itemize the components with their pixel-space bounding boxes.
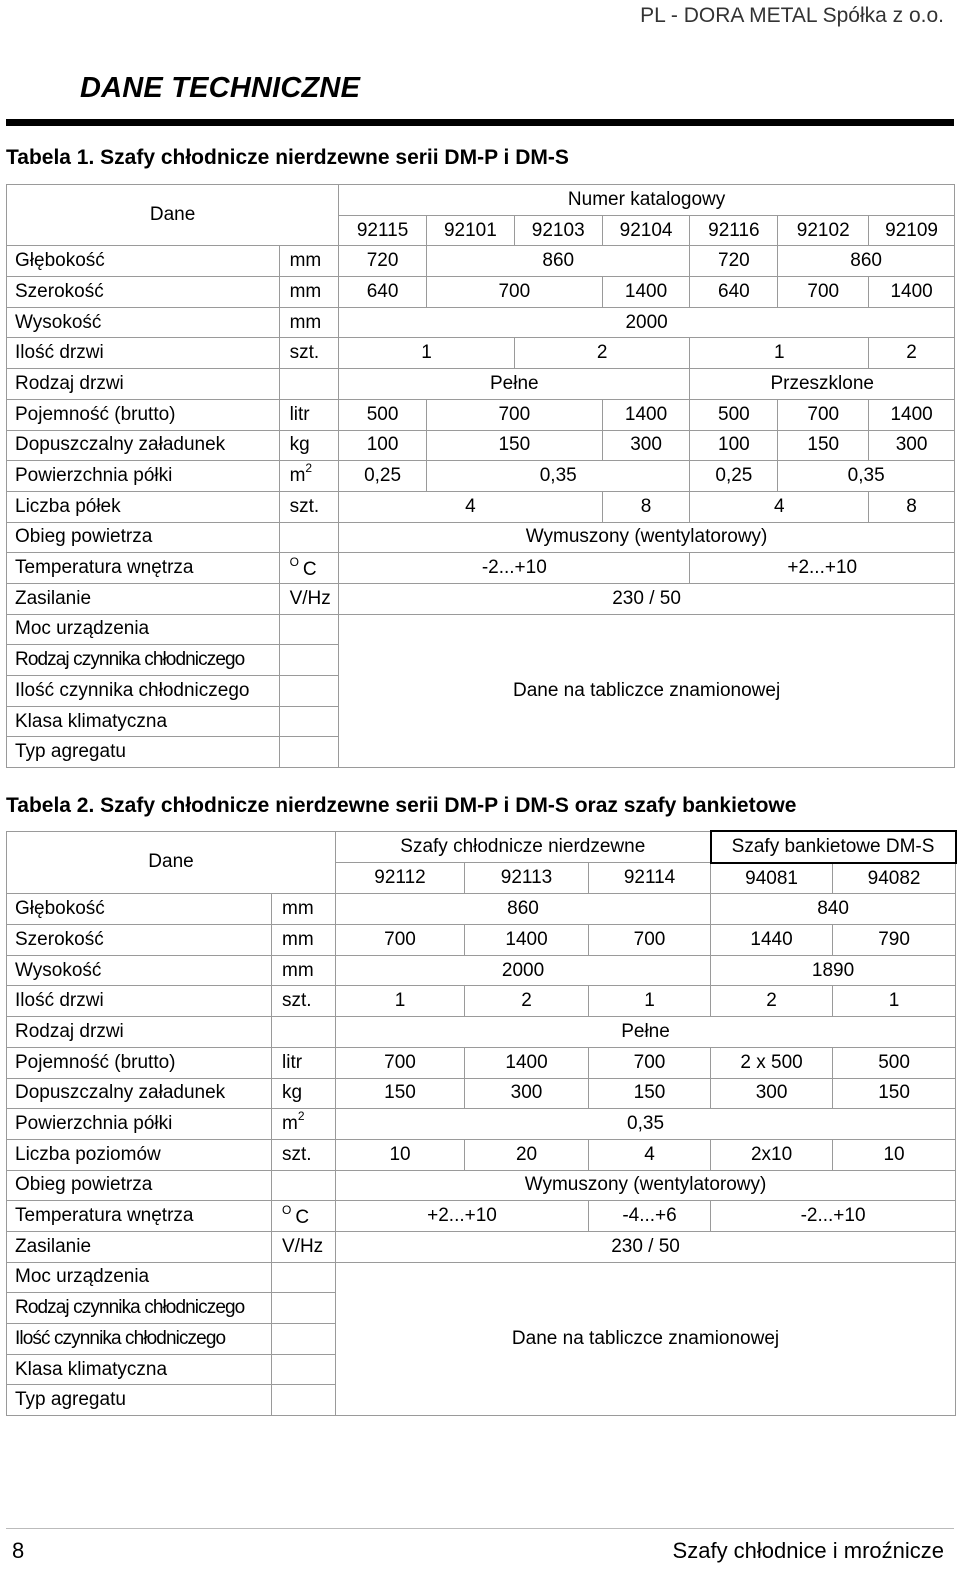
table1-header-row: [7, 185, 955, 216]
cell-value: 2: [711, 986, 833, 1017]
catalog-number: 94081: [711, 863, 833, 894]
row-unit: [279, 737, 339, 768]
catalog-number: 92109: [869, 215, 955, 246]
cell-value: 2000: [339, 307, 955, 338]
catalog-number: 92116: [690, 215, 778, 246]
cell-value: 1400: [869, 399, 955, 430]
cell-value: 1400: [465, 1047, 589, 1078]
cell-value: 4: [589, 1139, 711, 1170]
cell-value: +2...+10: [336, 1201, 589, 1232]
cell-value: 1: [589, 986, 711, 1017]
nameplate-note: Dane na tabliczce znamionowej: [336, 1262, 956, 1415]
cell-value: 500: [690, 399, 778, 430]
degree-symbol: O: [282, 1203, 292, 1218]
cell-value: 20: [465, 1139, 589, 1170]
cell-value: 100: [339, 430, 427, 461]
unit-base: C: [295, 1207, 310, 1229]
table1-dane-header: Dane: [7, 185, 339, 246]
group-header-banquet: Szafy bankietowe DM-S: [711, 831, 956, 863]
group-header-stainless: Szafy chłodnicze nierdzewne: [336, 831, 711, 863]
cell-value: -4...+6: [589, 1201, 711, 1232]
row-unit: [272, 1170, 336, 1201]
cell-value: 1: [336, 986, 465, 1017]
catalog-number: 92115: [339, 215, 427, 246]
nameplate-note: Dane na tabliczce znamionowej: [339, 614, 955, 767]
row-unit: [272, 1201, 336, 1232]
cell-value: 700: [426, 277, 602, 308]
row-unit: V/Hz: [279, 583, 339, 614]
cell-value: 300: [602, 430, 690, 461]
row-unit: [279, 369, 339, 400]
row-unit: litr: [272, 1047, 336, 1078]
cell-value: 2: [465, 986, 589, 1017]
cell-value: 2x10: [711, 1139, 833, 1170]
catalog-number: 92104: [602, 215, 690, 246]
row-label: Obieg powietrza: [7, 522, 280, 553]
row-unit: mm: [272, 925, 336, 956]
cell-value: 640: [339, 277, 427, 308]
cell-value: 150: [589, 1078, 711, 1109]
cell-value: 1400: [465, 925, 589, 956]
catalog-number: 94082: [833, 863, 956, 894]
cell-value: 700: [778, 277, 869, 308]
cell-value: 10: [336, 1139, 465, 1170]
row-label: Powierzchnia półki: [7, 461, 280, 492]
page-title: DANE TECHNICZNE: [80, 72, 361, 104]
cell-value: 790: [833, 925, 956, 956]
cell-value: Pełne: [336, 1017, 956, 1048]
cell-value: 860: [336, 894, 711, 925]
cell-value: 0,25: [690, 461, 778, 492]
table-row: [7, 1262, 956, 1293]
table-row: [7, 338, 955, 369]
row-label: Powierzchnia półki: [7, 1109, 272, 1140]
company-name: PL - DORA METAL Spółka z o.o.: [640, 4, 944, 27]
row-unit: szt.: [279, 491, 339, 522]
cell-value: 4: [339, 491, 602, 522]
row-unit: [272, 1262, 336, 1293]
cell-value: 1440: [711, 925, 833, 956]
row-unit: [279, 522, 339, 553]
cell-value: 0,35: [336, 1109, 956, 1140]
row-unit: szt.: [279, 338, 339, 369]
row-unit: szt.: [272, 1139, 336, 1170]
row-label: Typ agregatu: [7, 737, 280, 768]
table2-caption: Tabela 2. Szafy chłodnicze nierdzewne serii DM-P i DM-S oraz szafy bankietowe: [6, 794, 797, 817]
table-row: [7, 1017, 956, 1048]
row-unit: [272, 1354, 336, 1385]
table-row: [7, 986, 956, 1017]
row-unit: [279, 676, 339, 707]
cell-value: 2000: [336, 955, 711, 986]
cell-value: 840: [711, 894, 956, 925]
row-unit: [279, 614, 339, 645]
table-row: [7, 522, 955, 553]
row-unit: [272, 1324, 336, 1355]
row-label: Ilość czynnika chłodniczego: [7, 676, 280, 707]
cell-value: 100: [690, 430, 778, 461]
catalog-number-header: Numer katalogowy: [339, 185, 955, 216]
row-unit: mm: [279, 307, 339, 338]
cell-value: -2...+10: [339, 553, 690, 584]
table-row: [7, 1170, 956, 1201]
cell-value: Wymuszony (wentylatorowy): [339, 522, 955, 553]
table-row: [7, 925, 956, 956]
row-label: Obieg powietrza: [7, 1170, 272, 1201]
unit-base: C: [302, 559, 317, 581]
cell-value: +2...+10: [690, 553, 955, 584]
cell-value: 860: [426, 246, 689, 277]
cell-value: 700: [336, 925, 465, 956]
row-label: Temperatura wnętrza: [7, 1201, 272, 1232]
unit-base: m: [289, 465, 306, 487]
table-row: [7, 553, 955, 584]
table-row: [7, 246, 955, 277]
footer-divider: [6, 1528, 954, 1529]
footer-title: Szafy chłodnice i mroźnicze: [672, 1538, 944, 1563]
cell-value: 0,25: [339, 461, 427, 492]
table-row: [7, 1139, 956, 1170]
unit-base: m: [282, 1113, 298, 1135]
row-label: Szerokość: [7, 277, 280, 308]
row-label: Moc urządzenia: [7, 1262, 272, 1293]
table-row: [7, 955, 956, 986]
row-unit: mm: [279, 246, 339, 277]
cell-value: 700: [426, 399, 602, 430]
cell-value: 1890: [711, 955, 956, 986]
row-label: Rodzaj drzwi: [7, 369, 280, 400]
row-label: Liczba półek: [7, 491, 280, 522]
cell-value: 150: [426, 430, 602, 461]
row-label: Pojemność (brutto): [7, 399, 280, 430]
cell-value: 2: [514, 338, 690, 369]
table-row: [7, 461, 955, 492]
catalog-number: 92113: [465, 863, 589, 894]
cell-value: 0,35: [426, 461, 689, 492]
row-label: Wysokość: [7, 307, 280, 338]
cell-value: 230 / 50: [339, 583, 955, 614]
unit-superscript: 2: [297, 1109, 305, 1124]
unit-superscript: 2: [305, 461, 313, 476]
table-row: [7, 491, 955, 522]
row-unit: [272, 1385, 336, 1416]
cell-value: 1: [339, 338, 515, 369]
cell-value: 300: [711, 1078, 833, 1109]
table-row: [7, 583, 955, 614]
row-label: Głębokość: [7, 246, 280, 277]
catalog-number: 92101: [426, 215, 514, 246]
table-row: [7, 1047, 956, 1078]
cell-value: 500: [833, 1047, 956, 1078]
row-label: Liczba poziomów: [7, 1139, 272, 1170]
cell-value: 720: [339, 246, 427, 277]
row-label: Dopuszczalny załadunek: [7, 1078, 272, 1109]
cell-value: 150: [833, 1078, 956, 1109]
table-row: [7, 1078, 956, 1109]
cell-value: 700: [336, 1047, 465, 1078]
table-row: [7, 1109, 956, 1140]
cell-value: 150: [336, 1078, 465, 1109]
cell-value: Wymuszony (wentylatorowy): [336, 1170, 956, 1201]
table2: [6, 830, 957, 1416]
table2-header-row: [7, 831, 956, 863]
row-unit: V/Hz: [272, 1231, 336, 1262]
page-number: 8: [12, 1538, 25, 1563]
row-label: Ilość czynnika chłodniczego: [7, 1324, 272, 1355]
row-unit: [272, 1109, 336, 1140]
table-row: [7, 399, 955, 430]
table-row: [7, 1231, 956, 1262]
table1: [6, 184, 955, 768]
row-label: Klasa klimatyczna: [7, 1354, 272, 1385]
row-unit: kg: [272, 1078, 336, 1109]
row-label: Dopuszczalny załadunek: [7, 430, 280, 461]
row-unit: [272, 1017, 336, 1048]
table-row: [7, 369, 955, 400]
row-unit: [279, 461, 339, 492]
row-label: Rodzaj drzwi: [7, 1017, 272, 1048]
row-unit: litr: [279, 399, 339, 430]
cell-value: 1400: [869, 277, 955, 308]
row-label: Klasa klimatyczna: [7, 706, 280, 737]
cell-value: 1400: [602, 277, 690, 308]
cell-value: 0,35: [778, 461, 955, 492]
cell-value: 4: [690, 491, 869, 522]
catalog-number: 92102: [778, 215, 869, 246]
cell-value: 150: [778, 430, 869, 461]
cell-value: 700: [589, 1047, 711, 1078]
row-label: Ilość drzwi: [7, 986, 272, 1017]
row-unit: mm: [279, 277, 339, 308]
cell-value: 1: [833, 986, 956, 1017]
cell-value: 300: [869, 430, 955, 461]
row-label: Moc urządzenia: [7, 614, 280, 645]
row-label: Temperatura wnętrza: [7, 553, 280, 584]
cell-value: 860: [778, 246, 955, 277]
row-label: Szerokość: [7, 925, 272, 956]
row-unit: [272, 1293, 336, 1324]
table1-caption: Tabela 1. Szafy chłodnicze nierdzewne serii DM-P i DM-S: [6, 146, 569, 169]
table-row: [7, 277, 955, 308]
row-label: Zasilanie: [7, 583, 280, 614]
row-label: Wysokość: [7, 955, 272, 986]
cell-value: -2...+10: [711, 1201, 956, 1232]
table-row: [7, 1201, 956, 1232]
row-label: Głębokość: [7, 894, 272, 925]
row-unit: mm: [272, 955, 336, 986]
row-unit: szt.: [272, 986, 336, 1017]
row-unit: [279, 706, 339, 737]
cell-value: 300: [465, 1078, 589, 1109]
row-unit: [279, 645, 339, 676]
cell-value: 8: [869, 491, 955, 522]
row-unit: [279, 553, 339, 584]
cell-value: 230 / 50: [336, 1231, 956, 1262]
cell-value: 720: [690, 246, 778, 277]
row-unit: mm: [272, 894, 336, 925]
row-unit: kg: [279, 430, 339, 461]
cell-value: 700: [589, 925, 711, 956]
cell-value: 500: [339, 399, 427, 430]
cell-value: 700: [778, 399, 869, 430]
row-label: Typ agregatu: [7, 1385, 272, 1416]
row-label: Ilość drzwi: [7, 338, 280, 369]
degree-symbol: O: [289, 555, 299, 570]
table-row: [7, 430, 955, 461]
row-label: Rodzaj czynnika chłodniczego: [7, 1293, 272, 1324]
cell-value: 2 x 500: [711, 1047, 833, 1078]
table2-dane-header: Dane: [7, 831, 336, 894]
cell-value: 640: [690, 277, 778, 308]
cell-value: Przeszklone: [690, 369, 955, 400]
title-divider: [6, 119, 954, 126]
cell-value: 2: [869, 338, 955, 369]
row-label: Pojemność (brutto): [7, 1047, 272, 1078]
catalog-number: 92112: [336, 863, 465, 894]
catalog-number: 92114: [589, 863, 711, 894]
cell-value: 1400: [602, 399, 690, 430]
row-label: Rodzaj czynnika chłodniczego: [7, 645, 280, 676]
cell-value: Pełne: [339, 369, 690, 400]
table-row: [7, 894, 956, 925]
table-row: [7, 614, 955, 645]
catalog-number: 92103: [514, 215, 602, 246]
cell-value: 8: [602, 491, 690, 522]
cell-value: 10: [833, 1139, 956, 1170]
table-row: [7, 307, 955, 338]
row-label: Zasilanie: [7, 1231, 272, 1262]
cell-value: 1: [690, 338, 869, 369]
